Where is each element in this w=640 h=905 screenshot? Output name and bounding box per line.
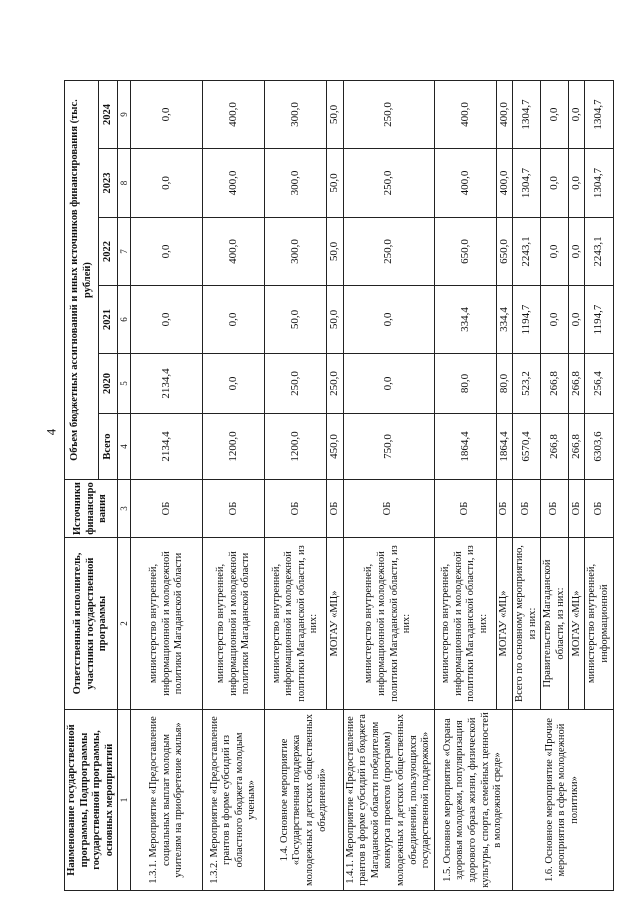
value-2024: 400,0 (434, 81, 496, 149)
source-cell: ОБ (203, 480, 265, 538)
value-2022: 2243,1 (585, 218, 613, 286)
value-2024: 0,0 (541, 81, 569, 149)
value-2023: 0,0 (541, 149, 569, 218)
value-total: 1864,4 (434, 414, 496, 480)
value-2024: 0,0 (569, 81, 585, 149)
table-row (265, 81, 327, 891)
executor-cell: министерство внутренней, информационной и молодежной политики Магаданской области, из них: (343, 538, 434, 710)
value-2022: 650,0 (434, 218, 496, 286)
executor-cell: МОГАУ «МЦ» (327, 538, 343, 710)
value-2024: 1304,7 (585, 81, 613, 149)
value-total: 450,0 (327, 414, 343, 480)
table-row (343, 81, 434, 891)
value-2022: 300,0 (265, 218, 327, 286)
value-2020: 80,0 (434, 354, 496, 414)
value-2021: 50,0 (265, 286, 327, 354)
index-cell: 3 (118, 480, 131, 538)
executor-cell: МОГАУ «МЦ» (569, 538, 585, 710)
value-2022: 0,0 (131, 218, 203, 286)
header-executor: Ответственный исполнитель, участники государственной программы (65, 538, 118, 710)
program-name-cell: 1.6. Основное мероприятие «Прочие мероприятия в сфере молодежной политики» (512, 710, 613, 891)
value-2023: 400,0 (496, 149, 512, 218)
program-name-cell: 1.5. Основное мероприятие «Охрана здоровья молодежи, популяризация здорового образа жизни, физической культуры, спорта, семейных ценностей в молодежной среде» (434, 710, 512, 891)
value-2022: 50,0 (327, 218, 343, 286)
value-2023: 250,0 (343, 149, 434, 218)
header-year-2020: 2020 (99, 354, 118, 414)
source-cell: ОБ (265, 480, 327, 538)
budget-table (64, 80, 614, 891)
value-2021: 0,0 (343, 286, 434, 354)
program-name-cell: 1.4.1. Мероприятие «Предоставление грантов в форме субсидий из бюджета Магаданской области победителям конкурса проектов (программ) молодежных и детских общественных объединений, пользующихся государственной поддержкой» (343, 710, 434, 891)
executor-cell: министерство внутренней, информационной (585, 538, 613, 710)
value-2020: 523,2 (512, 354, 540, 414)
page-number: 4 (43, 428, 59, 436)
value-total: 6303,6 (585, 414, 613, 480)
program-name-cell: 1.4. Основное мероприятие «Государственная поддержка молодежных и детских общественных объединений» (265, 710, 343, 891)
value-2022: 250,0 (343, 218, 434, 286)
index-cell: 8 (118, 149, 131, 218)
value-total: 1864,4 (496, 414, 512, 480)
value-2020: 0,0 (203, 354, 265, 414)
value-2023: 1304,7 (585, 149, 613, 218)
index-row (118, 81, 131, 891)
program-name-cell: 1.3.2. Мероприятие «Предоставление грантов в форме субсидий из областного бюджета молодым ученым» (203, 710, 265, 891)
value-2022: 400,0 (203, 218, 265, 286)
executor-cell: Всего по основному мероприятию, из них: (512, 538, 540, 710)
value-2024: 400,0 (496, 81, 512, 149)
executor-cell: министерство внутренней, информационной и молодежной политики Магаданской области (131, 538, 203, 710)
value-total: 750,0 (343, 414, 434, 480)
value-2020: 266,8 (569, 354, 585, 414)
value-total: 1200,0 (203, 414, 265, 480)
value-2024: 0,0 (131, 81, 203, 149)
value-2023: 400,0 (203, 149, 265, 218)
value-2021: 0,0 (569, 286, 585, 354)
value-2021: 1194,7 (512, 286, 540, 354)
index-cell: 5 (118, 354, 131, 414)
index-cell: 9 (118, 81, 131, 149)
value-2023: 300,0 (265, 149, 327, 218)
value-2020: 256,4 (585, 354, 613, 414)
header-funding: Объем бюджетных ассигнований и иных источников финансирования (тыс. рублей) (65, 81, 99, 480)
executor-cell: министерство внутренней, информационной и молодежной политики Магаданской области (203, 538, 265, 710)
executor-cell: МОГАУ «МЦ» (496, 538, 512, 710)
index-cell: 7 (118, 218, 131, 286)
value-2020: 266,8 (541, 354, 569, 414)
index-cell: 6 (118, 286, 131, 354)
value-2020: 250,0 (265, 354, 327, 414)
table-row (203, 81, 265, 891)
value-2020: 2134,4 (131, 354, 203, 414)
header-year-2022: 2022 (99, 218, 118, 286)
executor-cell: министерство внутренней, информационной и молодежной политики Магаданской области, из них: (265, 538, 327, 710)
source-cell: ОБ (585, 480, 613, 538)
source-cell: ОБ (131, 480, 203, 538)
source-cell: ОБ (512, 480, 540, 538)
value-2020: 250,0 (327, 354, 343, 414)
index-cell: 2 (118, 538, 131, 710)
value-total: 6570,4 (512, 414, 540, 480)
value-2020: 0,0 (343, 354, 434, 414)
value-total: 266,8 (569, 414, 585, 480)
value-2022: 0,0 (541, 218, 569, 286)
header-year-total: Всего (99, 414, 118, 480)
value-2023: 0,0 (569, 149, 585, 218)
source-cell: ОБ (541, 480, 569, 538)
value-2021: 50,0 (327, 286, 343, 354)
header-row-1 (65, 81, 99, 891)
source-cell: ОБ (496, 480, 512, 538)
value-2021: 334,4 (434, 286, 496, 354)
source-cell: ОБ (434, 480, 496, 538)
header-year-2023: 2023 (99, 149, 118, 218)
value-2021: 0,0 (203, 286, 265, 354)
header-source: Источники финансиро вания (65, 480, 118, 538)
value-2024: 250,0 (343, 81, 434, 149)
value-2024: 1304,7 (512, 81, 540, 149)
value-2023: 1304,7 (512, 149, 540, 218)
index-cell: 1 (118, 710, 131, 891)
source-cell: ОБ (343, 480, 434, 538)
value-2022: 650,0 (496, 218, 512, 286)
value-2021: 334,4 (496, 286, 512, 354)
value-2023: 50,0 (327, 149, 343, 218)
value-2024: 300,0 (265, 81, 327, 149)
executor-cell: Правительство Магаданской области, из них: (541, 538, 569, 710)
value-2022: 0,0 (569, 218, 585, 286)
value-total: 266,8 (541, 414, 569, 480)
value-total: 1200,0 (265, 414, 327, 480)
value-2024: 50,0 (327, 81, 343, 149)
program-name-cell: 1.3.1. Мероприятие «Предоставление социальных выплат молодым учителям на приобретение жилья» (131, 710, 203, 891)
value-2021: 0,0 (541, 286, 569, 354)
executor-cell: министерство внутренней, информационной и молодежной политики Магаданской области, из них: (434, 538, 496, 710)
table-row (512, 81, 540, 891)
source-cell: ОБ (327, 480, 343, 538)
table-row (131, 81, 203, 891)
value-2022: 2243,1 (512, 218, 540, 286)
header-year-2024: 2024 (99, 81, 118, 149)
value-2020: 80,0 (496, 354, 512, 414)
value-2021: 0,0 (131, 286, 203, 354)
source-cell: ОБ (569, 480, 585, 538)
table-row (434, 81, 496, 891)
index-cell: 4 (118, 414, 131, 480)
value-2024: 400,0 (203, 81, 265, 149)
value-2023: 0,0 (131, 149, 203, 218)
header-name: Наименование государственной программы, Подпрограммы государственной программы, основных мероприятий (65, 710, 118, 891)
header-year-2021: 2021 (99, 286, 118, 354)
value-total: 2134,4 (131, 414, 203, 480)
value-2021: 1194,7 (585, 286, 613, 354)
value-2023: 400,0 (434, 149, 496, 218)
